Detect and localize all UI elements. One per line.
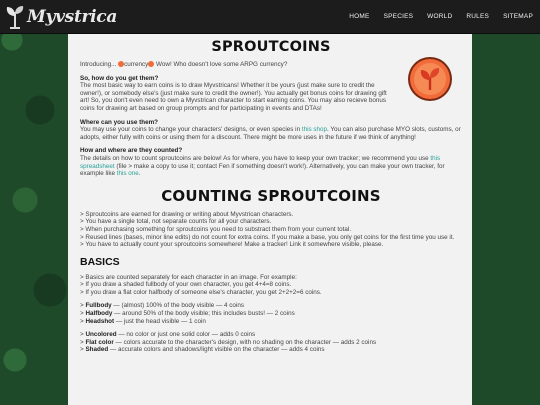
nav-home[interactable]: HOME — [349, 13, 370, 20]
counting-rules-list — [80, 211, 462, 249]
list-item: > You have a single total, not separate counts for all your characters. — [80, 218, 272, 226]
body-size-list — [80, 302, 462, 325]
list-item: > Reused lines (bases, minor line edits) do not count for extra coins. If you make a base, you only get coins for the first time you use it. — [80, 233, 455, 241]
main-nav — [342, 0, 540, 34]
answer-how-get: The most basic way to earn coins is to draw Myvstricans! Whether it be yours (just make sure to credit the owner!), or somebody else's (just make sure to credit the owner!). You actually get bonus coins for drawing gift art! So, you don't even need to own a Myvstrican character to start earning coins. You may also recieve bonus coins for drawing art based on group prompts and for participating in events and DTAs! — [80, 82, 387, 112]
example-tracker-link[interactable]: this one — [116, 170, 139, 178]
nav-world[interactable]: WORLD — [427, 13, 453, 20]
list-item: > Uncolored — no color or just one solid color — adds 0 coins — [80, 331, 256, 339]
basics-intro-list — [80, 274, 462, 297]
site-logo-text: Myvstrica — [27, 7, 118, 27]
counting-section-title: COUNTING SPROUTCOINS — [161, 186, 381, 205]
main-content — [68, 34, 472, 405]
sprout-icon — [4, 4, 26, 30]
list-item: > When purchasing something for sproutcoins you need to substract them from your current total. — [80, 225, 352, 233]
list-item: > Flat color — colors accurate to the character's design, with no shading on the character — adds 2 coins — [80, 338, 377, 346]
nav-sitemap[interactable]: SITEMAP — [503, 13, 533, 20]
list-item: > If you draw a shaded fullbody of your own character, you get 4+4=8 coins. — [80, 281, 292, 289]
list-item: > Sproutcoins are earned for drawing or writing about Myvstrican characters. — [80, 210, 294, 218]
list-item: > You have to actually count your sproutcoins somewhere! Make a tracker! Link it somewhere visible, please. — [80, 241, 384, 249]
list-item: > Halfbody — around 50% of the body visible; this includes busts! — 2 coins — [80, 310, 295, 318]
nav-species[interactable]: SPECIES — [383, 13, 414, 20]
nav-rules[interactable]: RULES — [466, 13, 490, 20]
answer-where-use: You may use your coins to change your characters' designs, or even species in this shop. You can also purchase MYO slots, customs, or adopts, either fully with coins or using them for a discount. There might be more uses in the future if we think of anything! — [80, 126, 461, 141]
top-navigation-bar — [0, 0, 540, 34]
sproutcoin-icon — [407, 56, 453, 102]
spreadsheet-link[interactable]: this spreadsheet — [80, 154, 441, 170]
list-item: > Headshot — just the head visible — 1 coin — [80, 317, 206, 325]
question-how-get: So, how do you get them? — [80, 74, 159, 82]
list-item: > Fullbody — (almost) 100% of the body visible — 4 coins — [80, 302, 244, 310]
list-item: > Basics are counted separately for each character in an image. For example: — [80, 273, 297, 281]
shop-link[interactable]: this shop — [301, 126, 328, 134]
intro-text: Introducing... currency Wow! Who doesn't love some ARPG currency? — [80, 61, 288, 68]
list-item: > If you draw a flat color halfbody of someone else's character, you get 2+2+2=6 coins. — [80, 288, 322, 296]
color-level-list — [80, 331, 462, 354]
question-where-use: Where can you use them? — [80, 118, 159, 126]
page-title: SPROUTCOINS — [211, 39, 331, 55]
basics-section-title: BASICS — [80, 255, 120, 268]
question-how-counted: How and where are they counted? — [80, 147, 183, 155]
answer-how-counted: The details on how to count sproutcoins are below! As for where, you have to keep your own tracker; we recommend you use this spreadsheet (file > make a copy to use it; contact Fen if something doesn't work!). Alternatively, you can make your own tracker, for example like this one. — [80, 154, 445, 178]
site-logo[interactable] — [4, 3, 117, 31]
list-item: > Shaded — accurate colors and shadows/light visible on the character — adds 4 coins — [80, 346, 325, 354]
